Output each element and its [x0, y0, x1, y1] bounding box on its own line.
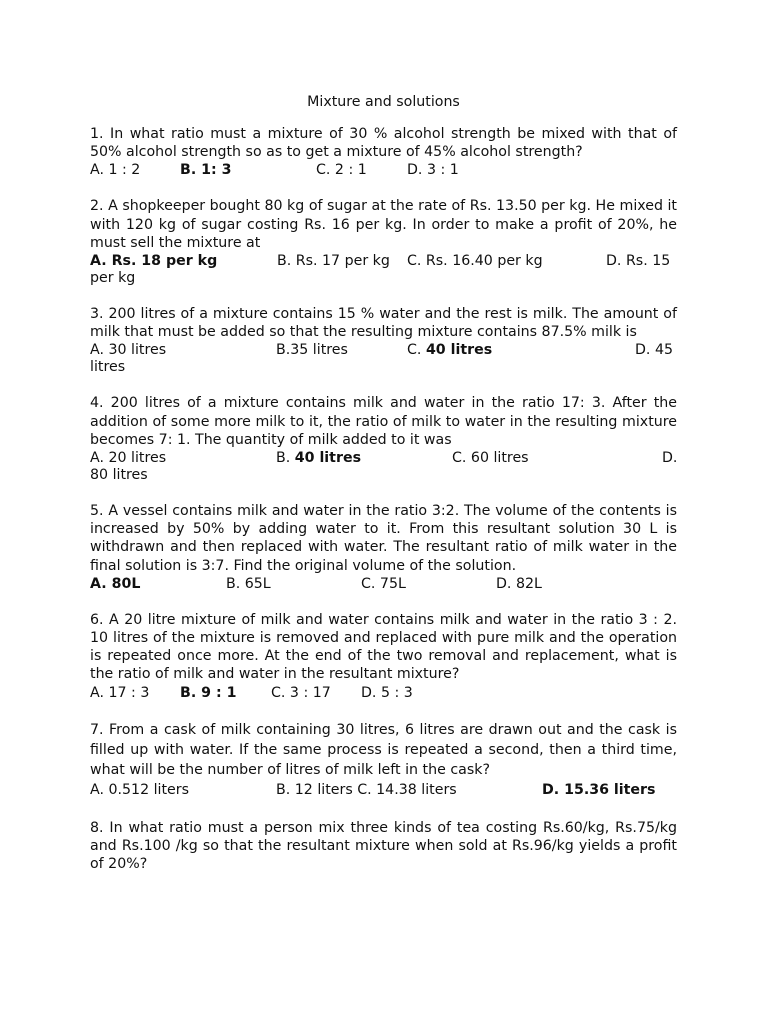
option-b — [276, 449, 361, 467]
option-continuation: litres — [90, 359, 126, 376]
option-d: D. — [662, 450, 678, 467]
option-c: C. 2 : 1 — [316, 162, 367, 179]
option-c: C. Rs. 16.40 per kg — [407, 253, 543, 270]
page-title: Mixture and solutions — [307, 94, 460, 110]
option-continuation: per kg — [90, 270, 136, 287]
worksheet — [90, 93, 677, 891]
question-1 — [90, 125, 677, 179]
question-5 — [90, 502, 677, 593]
option-b: B. 9 : 1 — [180, 684, 237, 701]
answer-options — [90, 780, 677, 801]
option-b-prefix: B. — [276, 450, 295, 467]
question-text: 3. 200 litres of a mixture contains 15 % water and the rest is milk. The amount of milk that must be added so that the resulting mixture contains 87.5% milk is — [90, 306, 677, 341]
question-text: 8. In what ratio must a person mix three kinds of tea costing Rs.60/kg, Rs.75/kg and Rs.100 /kg so that the resultant mixture when sold at Rs.96/kg yields a profit of 20%? — [90, 819, 677, 873]
answer-options — [90, 684, 677, 702]
question-text: 1. In what ratio must a mixture of 30 % alcohol strength be mixed with that of 50% alcohol strength so as to get a mixture of 45% alcohol strength? — [90, 126, 677, 161]
option-b: B. Rs. 17 per kg — [277, 253, 390, 270]
option-d: D. 45 — [635, 342, 673, 359]
option-a: A. 0.512 liters — [90, 781, 190, 798]
question-2 — [90, 197, 677, 287]
option-continuation: 80 litres — [90, 467, 148, 484]
option-a: A. Rs. 18 per kg — [90, 253, 218, 270]
option-a: A. 17 : 3 — [90, 684, 150, 701]
option-d: D. 15.36 liters — [542, 781, 656, 798]
option-d: D. 3 : 1 — [407, 162, 459, 179]
question-text: 2. A shopkeeper bought 80 kg of sugar at the rate of Rs. 13.50 per kg. He mixed it with 120 kg of sugar costing Rs. 16 per kg. In order to make a profit of 20%, he must sell the mixture at — [90, 198, 677, 251]
option-a: A. 80L — [90, 575, 141, 592]
option-c: C. 75L — [361, 575, 406, 592]
question-6 — [90, 611, 677, 702]
option-c: C. 60 litres — [452, 450, 529, 467]
answer-options — [90, 341, 677, 359]
option-a: A. 30 litres — [90, 342, 167, 359]
option-d: D. 82L — [496, 575, 542, 592]
answer-options — [90, 449, 677, 467]
question-text: 6. A 20 litre mixture of milk and water contains milk and water in the ratio 3 : 2. 10 litres of the mixture is removed and replaced with pure milk and the operation is repeated once more. At the end of the two removal and replacement, what is the ratio of milk and water in the resultant mixture? — [90, 611, 677, 683]
option-b: B. 65L — [226, 575, 271, 592]
option-a: A. 20 litres — [90, 450, 167, 467]
question-8 — [90, 819, 677, 874]
question-text: 5. A vessel contains milk and water in the ratio 3:2. The volume of the contents is increased by 50% by adding water to it. From this resultant solution 30 L is withdrawn and then replaced with water. The resultant ratio of milk water in the final solution is 3:7. Find the original volume of the solution. — [90, 503, 677, 574]
option-c-prefix: C. — [407, 342, 426, 359]
option-c — [407, 341, 492, 359]
question-3 — [90, 305, 677, 376]
option-d: D. 5 : 3 — [361, 684, 413, 701]
option-c-answer: 40 litres — [425, 342, 493, 359]
option-b-c: B. 12 liters C. 14.38 liters — [276, 781, 457, 798]
question-7 — [90, 720, 677, 801]
option-a: A. 1 : 2 — [90, 162, 141, 179]
option-c: C. 3 : 17 — [271, 684, 331, 701]
answer-options — [90, 575, 677, 593]
answer-options — [90, 161, 677, 179]
answer-options — [90, 252, 677, 270]
option-d: D. Rs. 15 — [606, 253, 671, 270]
question-text: 4. 200 litres of a mixture contains milk and water in the ratio 17: 3. After the addition of some more milk to it, the ratio of milk to water in the resulting mixture becomes 7: 1. The quantity of milk added to it was — [90, 395, 677, 448]
question-4 — [90, 394, 677, 484]
question-text: 7. From a cask of milk containing 30 litres, 6 litres are drawn out and the cask is filled up with water. If the same process is repeated a second, then a third time, what will be the number of litres of milk left in the cask? — [90, 721, 677, 778]
option-b-answer: 40 litres — [294, 450, 362, 467]
option-b: B. 1: 3 — [180, 162, 232, 179]
option-b: B.35 litres — [276, 342, 348, 359]
